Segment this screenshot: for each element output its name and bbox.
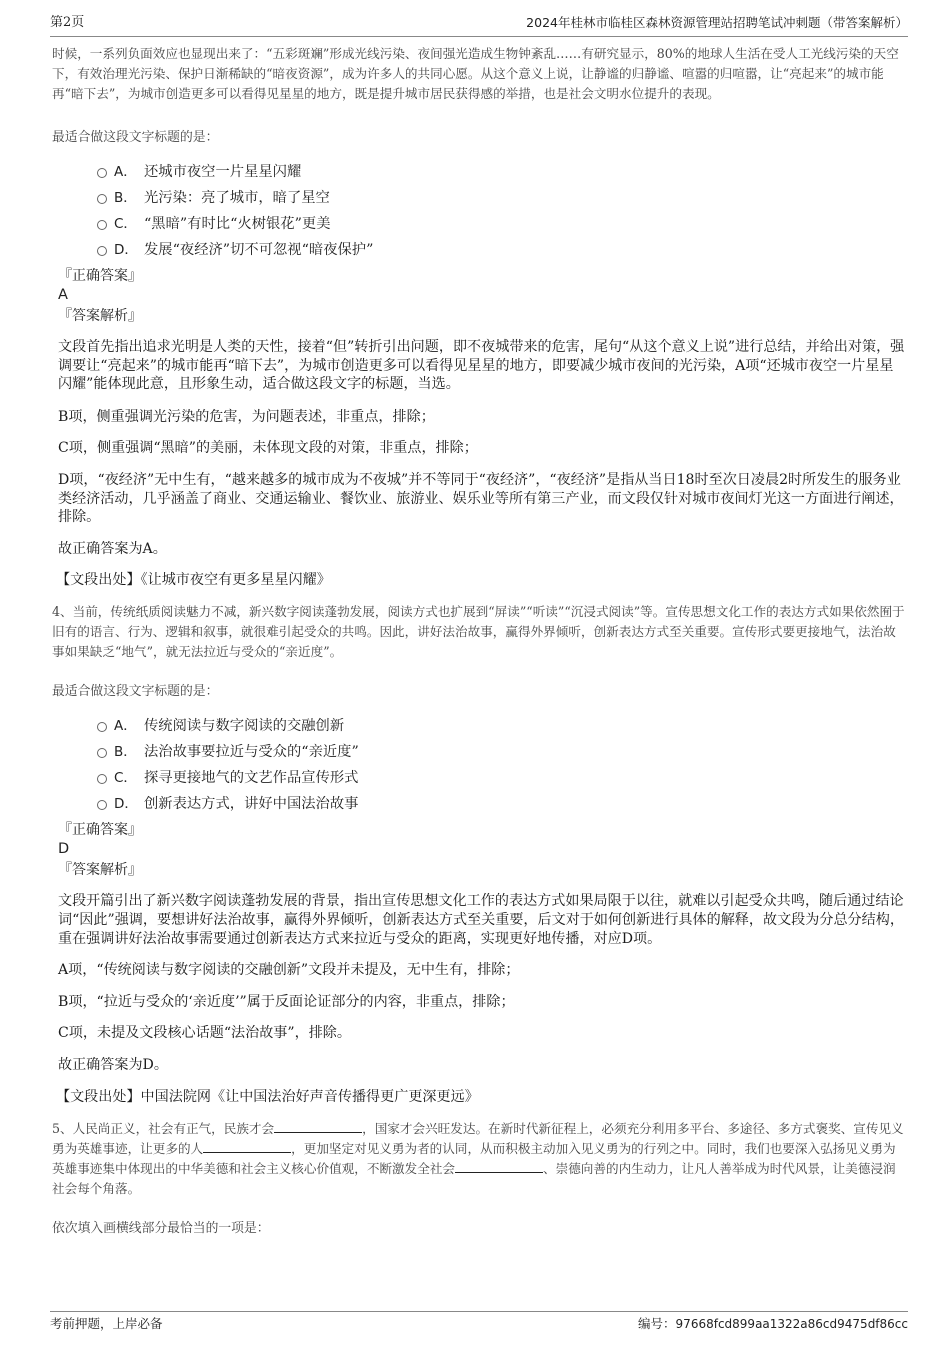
- radio-icon[interactable]: [97, 168, 107, 178]
- radio-icon[interactable]: [97, 246, 107, 256]
- q4-option-d[interactable]: D． 创新表达方式，讲好中国法治故事: [52, 793, 905, 819]
- q3-analysis-1: 文段首先指出追求光明是人类的天性，接着“但”转折引出问题，即不夜城带来的危害，尾句“从这个意义上说”进行总结，并给出对策，强调要让“亮起来”的城市能再“暗下去”，为城市创造更多可以看得见星星的地方，即要减少城市夜间的光污染，A项“还城市夜空一片星星闪耀”能体现此意，且形象生动，适合做这段文字的标题，当选。: [58, 339, 905, 393]
- q3-conclusion: 故正确答案为A。: [58, 540, 167, 557]
- q3-option-c[interactable]: C． “黑暗”有时比“火树银花”更美: [52, 213, 905, 239]
- q4-passage: 4、当前，传统纸质阅读魅力不减，新兴数字阅读蓬勃发展，阅读方式也扩展到“屏读”“听读”“沉浸式阅读”等。宣传思想文化工作的表达方式如果依然囿于旧有的语言、行为、逻辑和叙事，就很难引起受众的共鸣。因此，讲好法治故事，赢得外界倾听，创新表达方式至关重要。宣传形式要更接地气，法治故事如果缺乏“地气”，就无法拉近与受众的“亲近度”。: [52, 604, 905, 660]
- q4-options: [52, 715, 905, 819]
- q5-blank-1: [274, 1120, 362, 1133]
- document-body: [52, 44, 905, 1236]
- q3-option-d[interactable]: D． 发展“夜经济”切不可忽视“暗夜保护”: [52, 239, 905, 265]
- q4-analysis-2: A项，“传统阅读与数字阅读的交融创新”文段并未提及，无中生有，排除；: [58, 962, 520, 979]
- q3-analysis-label: 『答案解析』: [58, 308, 142, 324]
- q3-analysis-3: C项，侧重强调“黑暗”的美丽，未体现文段的对策，非重点，排除；: [58, 440, 478, 457]
- radio-icon[interactable]: [97, 748, 107, 758]
- q4-source: 【文段出处】中国法院网《让中国法治好声音传播得更广更深更远》: [56, 1088, 479, 1105]
- q3-options: [52, 161, 905, 265]
- q5-blank-2: [203, 1140, 291, 1153]
- q4-option-c[interactable]: C． 探寻更接地气的文艺作品宣传形式: [52, 767, 905, 793]
- q3-answer: A: [58, 287, 68, 303]
- q3-option-a[interactable]: A． 还城市夜空一片星星闪耀: [52, 161, 905, 187]
- q3-passage-tail: 时候，一系列负面效应也显现出来了：“五彩斑斓”形成光线污染、夜间强光造成生物钟紊乱……有研究显示，80%的地球人生活在受人工光线污染的天空下，有效治理光污染、保护日渐稀缺的“暗夜资源”，成为许多人的共同心愿。从这个意义上说，让静谧的归静谧、喧嚣的归喧嚣，让“亮起来”的城市能再“暗下去”，为城市创造更多可以看得见星星的地方，既是提升城市居民获得感的举措，也是社会文明水位提升的表现。: [52, 46, 899, 101]
- q4-analysis-4: C项，未提及文段核心话题“法治故事”，排除。: [58, 1025, 351, 1042]
- q4-conclusion: 故正确答案为D。: [58, 1056, 168, 1073]
- q3-source: 【文段出处】《让城市夜空有更多星星闪耀》: [56, 572, 331, 589]
- radio-icon[interactable]: [97, 220, 107, 230]
- q3-analysis-4: D项，“夜经济”无中生有，“越来越多的城市成为不夜城”并不等同于“夜经济”，“夜经济”是指从当日18时至次日凌晨2时所发生的服务业类经济活动，几乎涵盖了商业、交通运输业、餐饮业、旅游业、娱乐业等所有第三产业，而文段仅针对城市夜间灯光这一方面进行阐述，排除。: [58, 471, 904, 526]
- q4-option-b[interactable]: B． 法治故事要拉近与受众的“亲近度”: [52, 741, 905, 767]
- page-footer: [50, 1311, 908, 1334]
- q5-ask: 依次填入画横线部分最恰当的一项是：: [52, 1220, 270, 1236]
- q4-analysis-label: 『答案解析』: [58, 862, 142, 879]
- document-title: 2024年桂林市临桂区森林资源管理站招聘笔试冲刺题（带答案解析）: [526, 15, 908, 30]
- q4-answer: D: [58, 841, 70, 858]
- q3-analysis-2: B项，侧重强调光污染的危害，为问题表述，非重点，排除；: [58, 408, 435, 425]
- radio-icon[interactable]: [97, 774, 107, 784]
- page-header: [50, 14, 908, 37]
- q4-analysis-3: B项，“拉近与受众的‘亲近度’”属于反面论证部分的内容，非重点，排除；: [58, 993, 515, 1010]
- q3-ask: 最适合做这段文字标题的是：: [52, 130, 219, 145]
- q4-option-a[interactable]: A． 传统阅读与数字阅读的交融创新: [52, 715, 905, 741]
- q3-option-b[interactable]: B． 光污染：亮了城市，暗了星空: [52, 187, 905, 213]
- page-number: 第2页: [50, 15, 85, 30]
- q4-analysis-1: 文段开篇引出了新兴数字阅读蓬勃发展的背景，指出宣传思想文化工作的表达方式如果局限于以往，就难以引起受众共鸣，随后通过结论词“因此”强调，要想讲好法治故事，赢得外界倾听，创新表达方式至关重要，后文对于如何创新进行具体的解释，故文段为分总分结构，重在强调讲好法治故事需要通过创新表达方式来拉近与受众的距离，实现更好地传播，对应D项。: [58, 893, 904, 947]
- q4-ask: 最适合做这段文字标题的是：: [52, 684, 219, 700]
- radio-icon[interactable]: [97, 800, 107, 810]
- radio-icon[interactable]: [97, 194, 107, 204]
- q5-passage: 5、人民尚正义，社会有正气，民族才会 ，国家才会兴旺发达。在新时代新征程上，必须充分利用多平台、多途径、多方式褒奖、宣传见义勇为英雄事迹，让更多的人 ，更加坚定对见义勇为者的认同，从而积极主动加入见义勇为的行列之中。同时，我们也要深入弘扬见义勇为英雄事迹集中体现出的中华美德和社会主义核心价值观，不断激发全社会 、崇德向善的内生动力，让凡人善举成为时代风景，让美德浸润社会每个角落。: [52, 1120, 904, 1196]
- footer-slogan: 考前押题，上岸必备: [50, 1316, 163, 1331]
- footer-document-id: 编号：97668fcd899aa1322a86cd9475df86cc: [638, 1316, 908, 1331]
- q3-answer-label: 『正确答案』: [58, 268, 142, 284]
- q5-blank-3: [455, 1160, 543, 1173]
- radio-icon[interactable]: [97, 722, 107, 732]
- q4-answer-label: 『正确答案』: [58, 822, 142, 839]
